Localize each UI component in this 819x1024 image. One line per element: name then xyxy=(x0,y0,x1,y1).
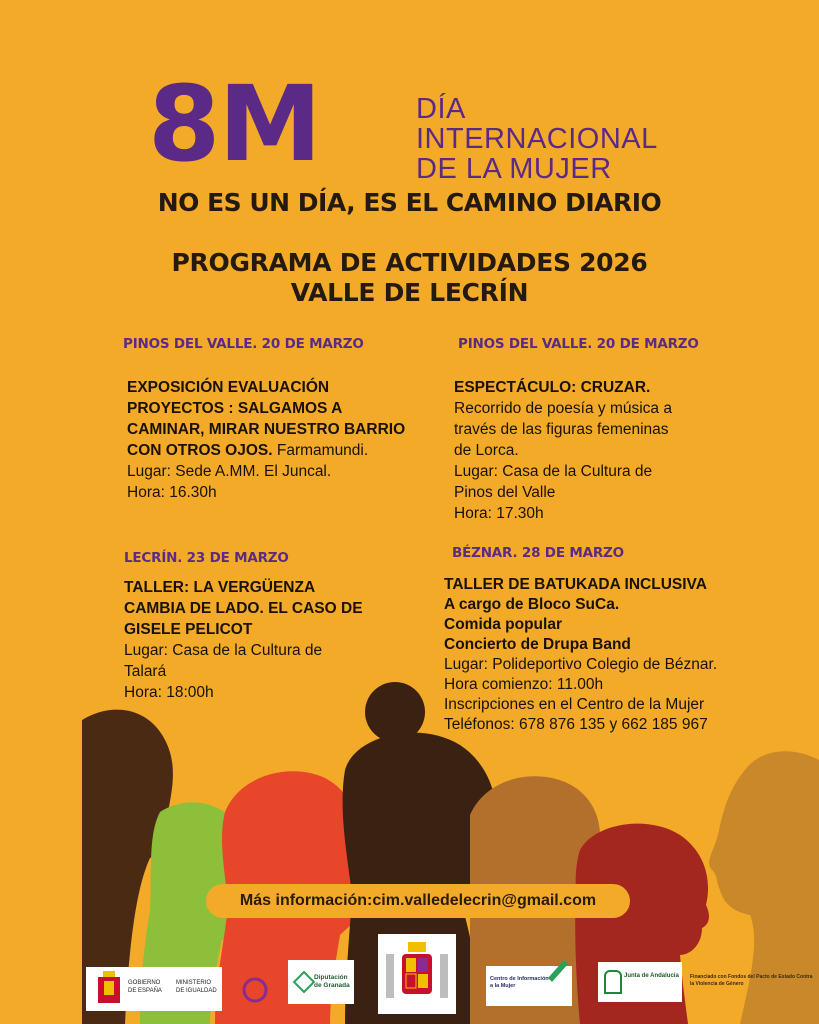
event-1-body xyxy=(127,377,405,503)
e2-line-text: Recorrido de poesía y música a xyxy=(454,400,672,417)
e4-line-text: TALLER DE BATUKADA INCLUSIVA xyxy=(444,576,707,593)
e4-line-text: A cargo de Bloco SuCa. xyxy=(444,596,620,613)
e3-line-text: Hora: 18:00h xyxy=(124,684,214,701)
dia-line-2: INTERNACIONAL xyxy=(416,123,658,155)
diputacion-text: Diputación de Granada xyxy=(314,974,350,989)
e4-line-text: Teléfonos: 678 876 135 y 662 185 967 xyxy=(444,716,708,733)
big-8m-title: 8M xyxy=(148,63,320,185)
e4-line xyxy=(444,655,717,675)
dia-internacional-title xyxy=(416,94,658,184)
financiado-text: Financiado con Fondos del Pacto de Estado Contra la Violencia de Género xyxy=(690,974,813,987)
centro-informacion-mujer-logo xyxy=(486,966,572,1006)
ministerio-igualdad-text: MINISTERIO DE IGUALDAD xyxy=(176,980,217,994)
programa-line-2: VALLE DE LECRÍN xyxy=(290,278,529,307)
e4-line xyxy=(444,595,717,615)
event-2-body xyxy=(454,377,672,524)
e1-line-text: EXPOSICIÓN EVALUACIÓN xyxy=(127,379,330,396)
pen-icon xyxy=(544,956,570,982)
spain-coat-of-arms-logo xyxy=(378,934,456,1014)
e2-line-text: Lugar: Casa de la Cultura de xyxy=(454,463,653,480)
e3-line xyxy=(124,682,363,703)
gobierno-espana-logo xyxy=(86,967,222,1011)
junta-text: Junta de Andalucía xyxy=(624,973,679,979)
junta-andalucia-logo xyxy=(598,962,682,1002)
coat-of-arms-icon xyxy=(94,971,124,1007)
e1-line xyxy=(127,461,405,482)
programa-title xyxy=(0,248,819,308)
dia-line-3: DE LA MUJER xyxy=(416,153,612,185)
event-3-heading: LECRÍN. 23 DE MARZO xyxy=(124,550,289,566)
e1-line-tail: Farmamundi. xyxy=(272,442,369,459)
e3-line xyxy=(124,661,363,682)
e1-line-text: Lugar: Sede A.MM. El Juncal. xyxy=(127,463,332,480)
e4-line xyxy=(444,575,717,595)
e3-line-text: Talará xyxy=(124,663,167,680)
slogan: NO ES UN DÍA, ES EL CAMINO DIARIO xyxy=(157,188,662,217)
e1-line xyxy=(127,482,405,503)
event-2-heading: PINOS DEL VALLE. 20 DE MARZO xyxy=(458,336,699,352)
diputacion-heart-icon xyxy=(293,971,316,994)
royal-coat-of-arms-icon xyxy=(378,934,456,1014)
e4-line-text: Concierto de Drupa Band xyxy=(444,636,631,653)
email-info-pill[interactable]: Más información:cim.valledelecrin@gmail.com xyxy=(206,884,630,918)
e3-line-text: TALLER: LA VERGÜENZA xyxy=(124,579,316,596)
e1-line-text: CAMINAR, MIRAR NUESTRO BARRIO xyxy=(127,421,406,438)
e2-line xyxy=(454,503,672,524)
dia-line-1: DÍA xyxy=(416,93,466,125)
e2-line xyxy=(454,440,672,461)
e1-line-text: Hora: 16.30h xyxy=(127,484,217,501)
event-1-heading: PINOS DEL VALLE. 20 DE MARZO xyxy=(123,336,364,352)
e2-line-text: ESPECTÁCULO: CRUZAR. xyxy=(454,379,651,396)
centro-mujer-text: Centro de Información a la Mujer xyxy=(490,976,549,989)
e4-line-text: Comida popular xyxy=(444,616,562,633)
e4-line xyxy=(444,715,717,735)
e1-line xyxy=(127,440,405,461)
e3-line-text: CAMBIA DE LADO. EL CASO DE xyxy=(124,600,363,617)
e2-line xyxy=(454,461,672,482)
e4-line-text: Lugar: Polideportivo Colegio de Béznar. xyxy=(444,656,718,673)
event-4-heading: BÉZNAR. 28 DE MARZO xyxy=(452,545,624,561)
programa-line-1: PROGRAMA DE ACTIVIDADES 2026 xyxy=(171,248,648,277)
e2-line-text: través de las figuras femeninas xyxy=(454,421,669,438)
violet-circle-logo xyxy=(240,975,270,1005)
e3-line xyxy=(124,598,363,619)
e1-line xyxy=(127,419,405,440)
e2-line xyxy=(454,377,672,398)
e4-line-text: Hora comienzo: 11.00h xyxy=(444,676,604,693)
e4-line xyxy=(444,695,717,715)
e3-line xyxy=(124,577,363,598)
event-4-body xyxy=(444,575,717,735)
e4-line xyxy=(444,615,717,635)
e1-line xyxy=(127,377,405,398)
e3-line-text: Lugar: Casa de la Cultura de xyxy=(124,642,323,659)
event-3-body xyxy=(124,577,363,703)
e2-line xyxy=(454,419,672,440)
e2-line-text: Pinos del Valle xyxy=(454,484,556,501)
e3-line xyxy=(124,640,363,661)
diputacion-granada-logo xyxy=(288,960,354,1004)
e4-line-text: Inscripciones en el Centro de la Mujer xyxy=(444,696,705,713)
e3-line xyxy=(124,619,363,640)
e2-line xyxy=(454,482,672,503)
e4-line xyxy=(444,675,717,695)
e1-line-text: CON OTROS OJOS. xyxy=(127,442,273,459)
gobierno-espana-text: GOBIERNO DE ESPAÑA xyxy=(128,980,162,994)
e3-line-text: GISELE PELICOT xyxy=(124,621,253,638)
e1-line xyxy=(127,398,405,419)
e2-line-text: de Lorca. xyxy=(454,442,519,459)
junta-emblem-icon xyxy=(604,970,622,994)
e2-line xyxy=(454,398,672,419)
e4-line xyxy=(444,635,717,655)
e2-line-text: Hora: 17.30h xyxy=(454,505,544,522)
e1-line-text: PROYECTOS : SALGAMOS A xyxy=(127,400,343,417)
